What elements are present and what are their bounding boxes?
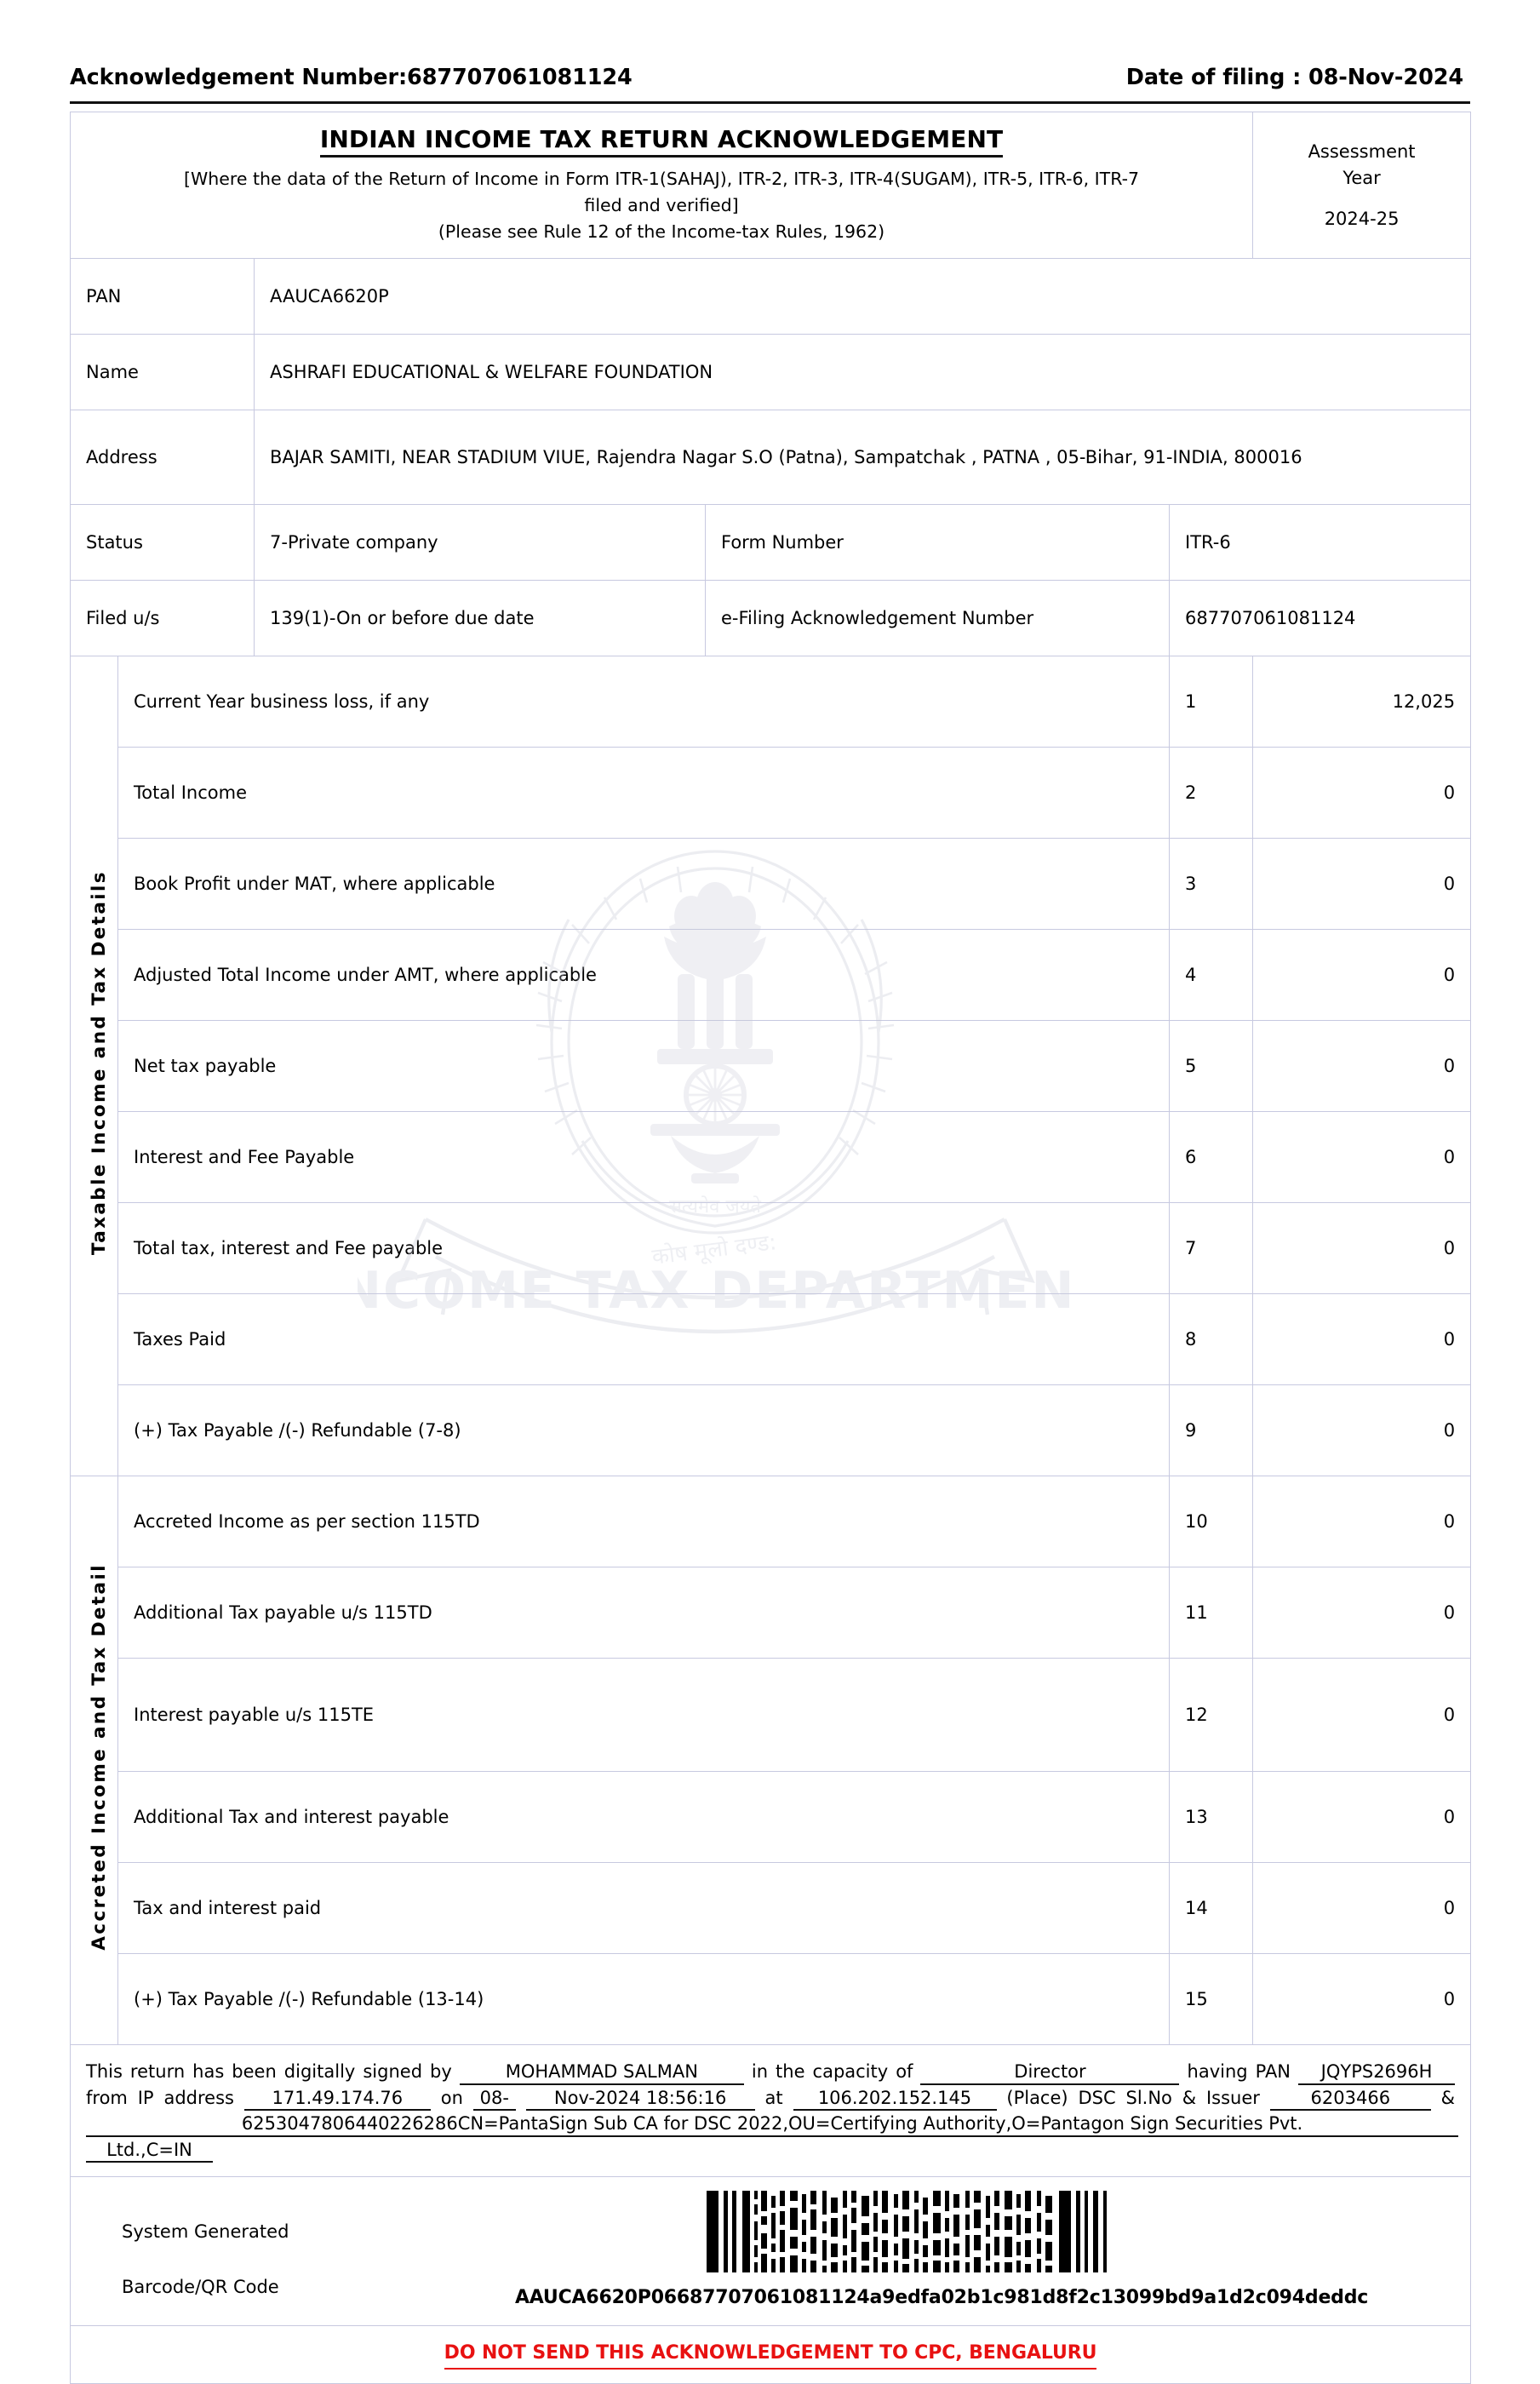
row-serial: 13: [1170, 1772, 1253, 1863]
row-serial: 5: [1170, 1021, 1253, 1112]
row-serial: 8: [1170, 1294, 1253, 1385]
sign-text-8: &: [1440, 2087, 1456, 2108]
row-description: Additional Tax and interest payable: [118, 1772, 1170, 1863]
row-serial: 12: [1170, 1659, 1253, 1772]
row-serial: 15: [1170, 1954, 1253, 2045]
title-row: [71, 112, 1471, 259]
row-serial: 10: [1170, 1476, 1253, 1567]
table-row: [71, 1863, 1471, 1954]
row-amount: 0: [1253, 1659, 1471, 1772]
status-value: 7-Private company: [255, 505, 706, 581]
table-row: [71, 1385, 1471, 1476]
row-amount: 0: [1253, 1203, 1471, 1294]
signer-capacity: Director: [920, 2061, 1179, 2084]
row-description: Interest and Fee Payable: [118, 1112, 1170, 1203]
dsc-serial-number: 6203466: [1270, 2088, 1431, 2111]
filed-us-value: 139(1)-On or before due date: [255, 581, 706, 656]
table-row: [71, 1772, 1471, 1863]
sign-date-part2: Nov-2024 18:56:16: [526, 2088, 755, 2111]
acknowledgement-table: [70, 112, 1471, 2384]
document-title: INDIAN INCOME TAX RETURN ACKNOWLEDGEMENT: [320, 126, 1003, 158]
filed-us-row: [71, 581, 1471, 656]
table-row: [71, 1021, 1471, 1112]
header-divider: [70, 101, 1470, 104]
row-amount: 0: [1253, 1772, 1471, 1863]
name-label: Name: [71, 335, 255, 410]
row-description: Book Profit under MAT, where applicable: [118, 839, 1170, 930]
subtitle-line-3: (Please see Rule 12 of the Income-tax Rules, 1962): [438, 221, 885, 242]
row-amount: 0: [1253, 1021, 1471, 1112]
row-description: Net tax payable: [118, 1021, 1170, 1112]
row-description: (+) Tax Payable /(-) Refundable (13-14): [118, 1954, 1170, 2045]
row-amount: 0: [1253, 1567, 1471, 1659]
document-subtitle: [86, 166, 1237, 244]
row-amount: 0: [1253, 1112, 1471, 1203]
barcode-row: [71, 2177, 1471, 2326]
row-amount: 0: [1253, 1385, 1471, 1476]
row-description: Interest payable u/s 115TE: [118, 1659, 1170, 1772]
table-row: [71, 1954, 1471, 2045]
row-serial: 7: [1170, 1203, 1253, 1294]
row-description: Taxes Paid: [118, 1294, 1170, 1385]
watermark-text: INCOME TAX DEPARTMENT: [358, 1261, 1073, 1321]
table-row: [71, 1294, 1471, 1385]
pan-row: [71, 259, 1471, 335]
table-row: [71, 930, 1471, 1021]
row-amount: 0: [1253, 1476, 1471, 1567]
barcode-labels: [86, 2191, 428, 2299]
row-serial: 9: [1170, 1385, 1253, 1476]
document-header: [70, 0, 1470, 90]
warning-row: [71, 2326, 1471, 2384]
row-description: Accreted Income as per section 115TD: [118, 1476, 1170, 1567]
signer-pan: JQYPS2696H: [1298, 2061, 1455, 2084]
row-amount: 12,025: [1253, 656, 1471, 748]
row-serial: 3: [1170, 839, 1253, 930]
digital-signature-statement: [71, 2045, 1471, 2177]
form-number-value: ITR-6: [1170, 505, 1471, 581]
table-row: [71, 1476, 1471, 1567]
row-description: (+) Tax Payable /(-) Refundable (7-8): [118, 1385, 1170, 1476]
table-row: [71, 1659, 1471, 1772]
table-row: [71, 656, 1471, 748]
row-serial: 4: [1170, 930, 1253, 1021]
svg-text:सत्यमेव जयते: सत्यमेव जयते: [668, 1196, 762, 1218]
subtitle-line-1: [Where the data of the Return of Income in Form ITR-1(SAHAJ), ITR-2, ITR-3, ITR-4(SUGAM), ITR-5, ITR-6, ITR-7: [184, 169, 1140, 190]
sign-text-5: on: [440, 2087, 463, 2108]
subtitle-line-2: filed and verified]: [584, 194, 739, 215]
name-value: ASHRAFI EDUCATIONAL & WELFARE FOUNDATION: [255, 335, 1471, 410]
row-amount: 0: [1253, 748, 1471, 839]
row-description: Total Income: [118, 748, 1170, 839]
table-row: [71, 1567, 1471, 1659]
status-row: [71, 505, 1471, 581]
row-description: Current Year business loss, if any: [118, 656, 1170, 748]
address-row: [71, 410, 1471, 505]
signer-name: MOHAMMAD SALMAN: [460, 2061, 744, 2084]
status-label: Status: [71, 505, 255, 581]
row-description: Adjusted Total Income under AMT, where applicable: [118, 930, 1170, 1021]
row-amount: 0: [1253, 1863, 1471, 1954]
pan-value: AAUCA6620P: [255, 259, 1471, 335]
svg-text:कोष मूलो दण्ड:: कोष मूलो दण्ड:: [650, 1229, 778, 1270]
barcode-label-line1: System Generated: [122, 2221, 289, 2243]
pan-label: PAN: [71, 259, 255, 335]
sign-text-2: in the capacity of: [751, 2061, 913, 2083]
sign-text-6: at: [764, 2087, 783, 2108]
sign-text-7: (Place) DSC Sl.No & Issuer: [1006, 2087, 1260, 2108]
row-serial: 6: [1170, 1112, 1253, 1203]
sign-text-4: from IP address: [86, 2087, 234, 2108]
row-serial: 2: [1170, 748, 1253, 839]
sign-place-ip: 106.202.152.145: [793, 2088, 997, 2111]
assessment-year-cell: [1253, 112, 1471, 259]
row-description: Additional Tax payable u/s 115TD: [118, 1567, 1170, 1659]
address-label: Address: [71, 410, 255, 505]
row-amount: 0: [1253, 930, 1471, 1021]
barcode-image: [703, 2191, 1180, 2272]
row-description: Tax and interest paid: [118, 1863, 1170, 1954]
table-row: [71, 748, 1471, 839]
row-amount: 0: [1253, 1294, 1471, 1385]
row-description: Total tax, interest and Fee payable: [118, 1203, 1170, 1294]
taxable-section-label: Taxable Income and Tax Details: [71, 656, 118, 1476]
row-amount: 0: [1253, 1954, 1471, 2045]
dsc-issuer: 6253047806440226286CN=PantaSign Sub CA for DSC 2022,OU=Certifying Authority,O=Pantagon Sign Securities Pvt.: [86, 2113, 1458, 2136]
assessment-year-label-line1: Assessment: [1308, 141, 1416, 163]
assessment-year-value: 2024-25: [1324, 208, 1400, 229]
table-row: [71, 1112, 1471, 1203]
accreted-section-label: Accreted Income and Tax Detail: [71, 1476, 118, 2045]
form-number-label: Form Number: [706, 505, 1170, 581]
signature-row: [71, 2045, 1471, 2177]
sign-date-part1: 08-: [473, 2088, 516, 2111]
efiling-ack-value: 687707061081124: [1170, 581, 1471, 656]
dsc-issuer-tail: Ltd.,C=IN: [86, 2140, 213, 2163]
barcode-label-line2: Barcode/QR Code: [122, 2276, 279, 2297]
signer-ip-address: 171.49.174.76: [244, 2088, 431, 2111]
barcode-value: AAUCA6620P06687707061081124a9edfa02b1c981d8f2c13099bd9a1d2c094deddc: [514, 2287, 1369, 2309]
address-value: BAJAR SAMITI, NEAR STADIUM VIUE, Rajendra Nagar S.O (Patna), Sampatchak , PATNA , 05-Bihar, 91-INDIA, 800016: [255, 410, 1471, 505]
table-row: [71, 839, 1471, 930]
row-serial: 14: [1170, 1863, 1253, 1954]
assessment-year-label-line2: Year: [1342, 167, 1381, 188]
table-row: [71, 1203, 1471, 1294]
name-row: [71, 335, 1471, 410]
warning-cell: [71, 2326, 1471, 2384]
sign-text-1: This return has been digitally signed by: [86, 2061, 452, 2083]
row-serial: 11: [1170, 1567, 1253, 1659]
row-serial: 1: [1170, 656, 1253, 748]
efiling-ack-label: e-Filing Acknowledgement Number: [706, 581, 1170, 656]
barcode-cell: [71, 2177, 1471, 2326]
row-amount: 0: [1253, 839, 1471, 930]
title-cell: [71, 112, 1253, 259]
date-of-filing: Date of filing : 08-Nov-2024: [1125, 65, 1463, 90]
do-not-send-warning: DO NOT SEND THIS ACKNOWLEDGEMENT TO CPC, BENGALURU: [444, 2340, 1097, 2370]
sign-text-3: having PAN: [1187, 2061, 1291, 2083]
acknowledgement-number: Acknowledgement Number:687707061081124: [70, 65, 633, 90]
filed-us-label: Filed u/s: [71, 581, 255, 656]
